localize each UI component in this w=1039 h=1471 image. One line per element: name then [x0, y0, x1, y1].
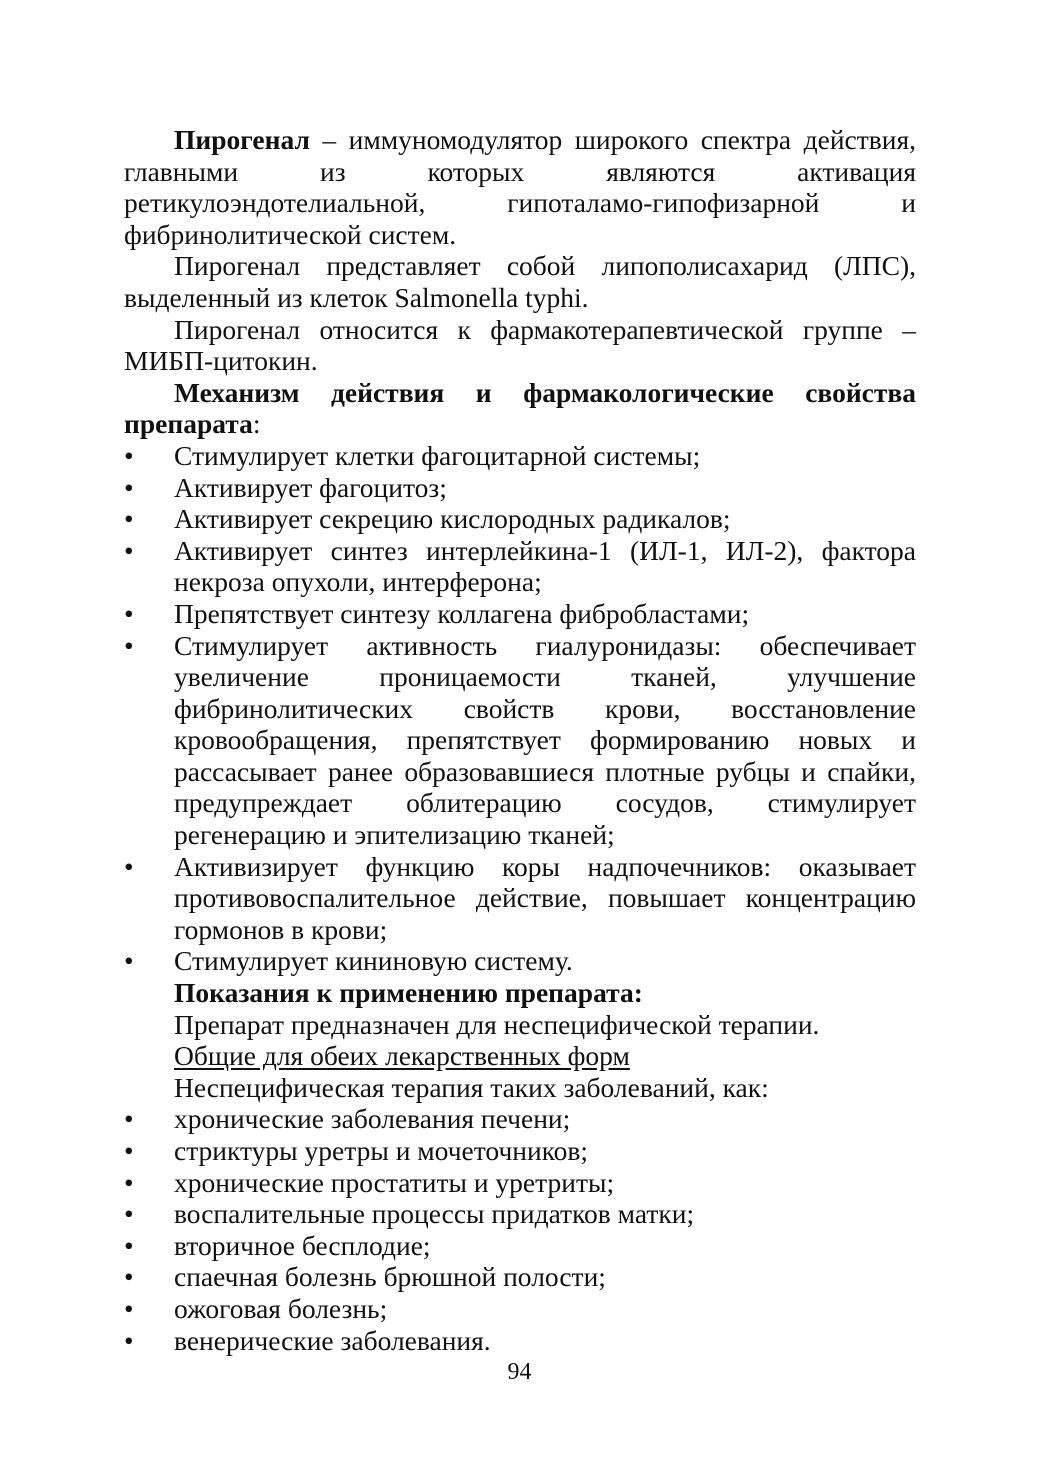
- list-item: • вторичное бесплодие;: [124, 1230, 916, 1262]
- indications-subheading: [124, 1040, 916, 1072]
- intro-paragraph-2: Пирогенал представляет собой липополисахарид (ЛПС), выделенный из клеток Salmonella typhi.: [124, 250, 916, 313]
- indications-lead: Неспецифическая терапия таких заболеваний, как:: [174, 1071, 769, 1103]
- list-item: • Активирует синтез интерлейкина-1 (ИЛ-1, ИЛ-2), фактора некроза опухоли, интерферона;: [124, 535, 916, 598]
- term-pyrogenal: Пирогенал: [174, 124, 310, 155]
- mechanism-list: [124, 440, 916, 977]
- list-item: • Активизирует функцию коры надпочечников: оказывает противовоспалительное действие, повышает концентрацию гормонов в крови;: [124, 851, 916, 946]
- indications-subheading-text: Общие для обеих лекарственных форм: [174, 1040, 630, 1072]
- mechanism-heading-text: Механизм действия и фармакологические свойства препарата: [124, 376, 916, 440]
- mechanism-heading-colon: :: [252, 408, 261, 440]
- list-item: • Препятствует синтезу коллагена фибробластами;: [124, 598, 916, 630]
- list-item: • хронические простатиты и уретриты;: [124, 1167, 916, 1199]
- list-item: • спаечная болезнь брюшной полости;: [124, 1261, 916, 1293]
- mechanism-heading: [124, 377, 916, 440]
- page-number: 94: [507, 1359, 532, 1385]
- list-item: • хронические заболевания печени;: [124, 1103, 916, 1135]
- intro-paragraph-1: [124, 124, 916, 250]
- list-item: • воспалительные процессы придатков матки;: [124, 1198, 916, 1230]
- list-item: • Стимулирует клетки фагоцитарной системы;: [124, 440, 916, 472]
- indications-list: [124, 1103, 916, 1356]
- indications-purpose: Препарат предназначен для неспецифической терапии.: [174, 1008, 820, 1040]
- list-item: • Стимулирует кининовую систему.: [124, 945, 916, 977]
- list-item: • стриктуры уретры и мочеточников;: [124, 1135, 916, 1167]
- list-item: • венерические заболевания.: [124, 1325, 916, 1357]
- indications-heading: Показания к применению препарата:: [174, 977, 643, 1009]
- list-item: • Активирует секрецию кислородных радикалов;: [124, 503, 916, 535]
- intro-paragraph-3: Пирогенал относится к фармакотерапевтической группе – МИБП-цитокин.: [124, 313, 916, 377]
- list-item: • Стимулирует активность гиалуронидазы: обеспечивает увеличение проницаемости тканей, улучшение фибринолитических свойств крови, восстановление кровообращения, препятствует формированию новых и рассасывает ранее образовавшиеся плотные рубцы и спайки, предупреждает облитерацию сосудов, стимулирует регенерацию и эпителизацию тканей;: [124, 630, 916, 851]
- list-item: • ожоговая болезнь;: [124, 1293, 916, 1325]
- intro-paragraph-1-text: – иммуномодулятор широкого спектра действия, главными из которых являются активация ретикулоэндотелиальной, гипоталамо-гипофизарной и фибринолитической систем.: [124, 124, 916, 250]
- list-item: • Активирует фагоцитоз;: [124, 472, 916, 504]
- document-page: [124, 124, 916, 1356]
